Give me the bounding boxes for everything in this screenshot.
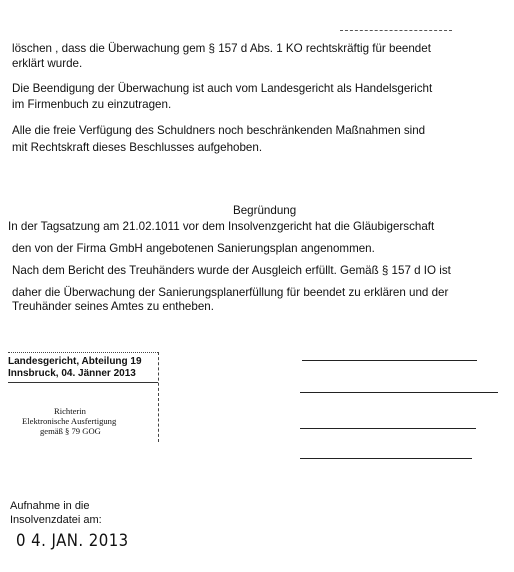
registry-note-line-1: Aufnahme in die <box>10 500 90 512</box>
body-line-1: löschen , dass die Überwachung gem § 157 d Abs. 1 KO rechtskräftig für beendet <box>12 42 431 55</box>
date-stamp: 0 4. JAN. 2013 <box>16 531 129 551</box>
stamp-right-rule <box>158 352 159 442</box>
signature-line-4 <box>300 458 472 459</box>
section-title: Begründung <box>233 204 297 217</box>
reasoning-line-1: In der Tagsatzung am 21.02.1011 vor dem Insolvenzgericht hat die Gläubigerschaft <box>8 220 435 233</box>
reasoning-line-5: Treuhänder seines Amtes zu entheben. <box>12 300 214 313</box>
signature-line-2 <box>300 392 498 393</box>
body-line-6: mit Rechtskraft dieses Beschlusses aufgehoben. <box>12 141 263 154</box>
court-place-date: Innsbruck, 04. Jänner 2013 <box>8 368 136 379</box>
stamp-top-rule <box>8 352 158 353</box>
body-line-5: Alle die freie Verfügung des Schuldners noch beschränkenden Maßnahmen sind <box>12 124 426 137</box>
reasoning-line-4: daher die Überwachung der Sanierungsplanerfüllung für beendet zu erklären und der <box>12 286 449 299</box>
signature-electronic: Elektronische Ausfertigung <box>22 416 117 426</box>
court-name: Landesgericht, Abteilung 19 <box>8 356 142 367</box>
signature-role: Richterin <box>54 406 86 416</box>
registry-note-line-2: Insolvenzdatei am: <box>10 514 102 526</box>
top-dash-line <box>340 30 452 31</box>
reasoning-line-3: Nach dem Bericht des Treuhänders wurde der Ausgleich erfüllt. Gemäß § 157 d IO ist <box>12 264 451 277</box>
signature-line-3 <box>300 428 476 429</box>
stamp-middle-rule <box>8 382 158 383</box>
signature-line-1 <box>302 360 477 361</box>
body-line-4: im Firmenbuch zu einzutragen. <box>12 98 172 111</box>
body-line-2: erklärt wurde. <box>12 57 83 70</box>
reasoning-line-2: den von der Firma GmbH angebotenen Sanierungsplan angenommen. <box>12 242 375 255</box>
signature-legal-basis: gemäß § 79 GOG <box>40 426 101 436</box>
body-line-3: Die Beendigung der Überwachung ist auch vom Landesgericht als Handelsgericht <box>12 82 433 95</box>
